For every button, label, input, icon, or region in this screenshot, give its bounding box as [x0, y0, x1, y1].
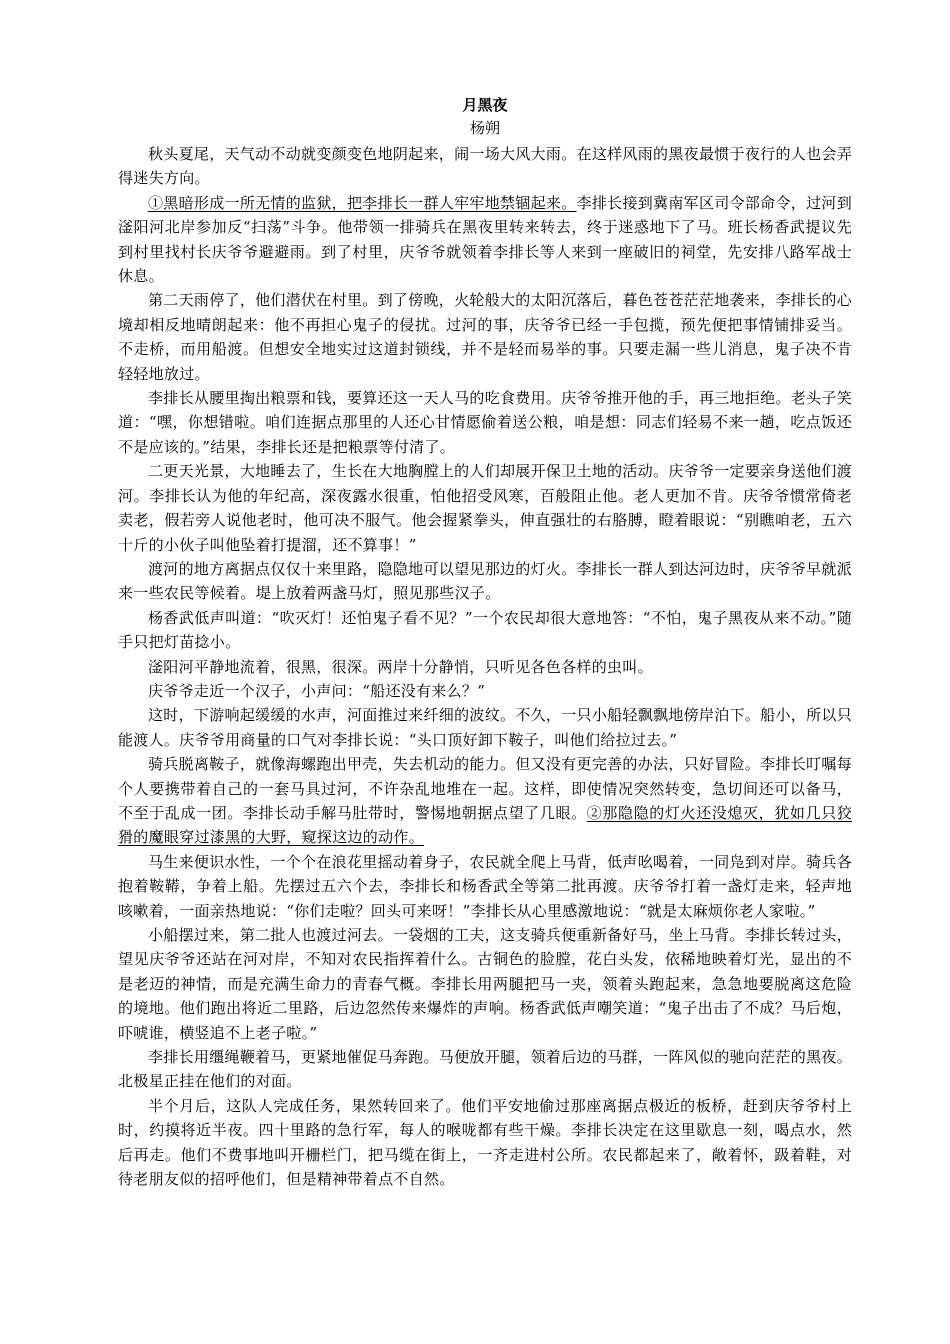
document-page	[118, 94, 852, 1191]
paragraph-15: 半个月后，这队人完成任务，果然转回来了。他们平安地偷过那座离据点极近的板桥，赶到庆爷爷村上时，约摸将近半夜。四十里路的急行军，每人的喉咙都有些干燥。李排长决定在这里歇息一刻，喝点水，然后再走。他们不费事地叫开栅栏门，把马缆在街上，一齐走进村公所。农民都起来了，敞着怀，趿着鞋，对待老朋友似的招呼他们，但是精神带着点不自然。	[118, 1096, 852, 1189]
paragraph-5: 二更天光景，大地睡去了，生长在大地胸膛上的人们却展开保卫土地的活动。庆爷爷一定要亲身送他们渡河。李排长认为他的年纪高，深夜露水很重，怕他招受风寒，百般阻止他。老人更加不肯。庆爷爷惯常倚老卖老，假若旁人说他老时，他可决不服气。他会握紧拳头，伸直强壮的右胳膊，瞪着眼说：“别瞧咱老，五六十斤的小伙子叫他坠着打提溜，还不算事！”	[118, 462, 852, 554]
paragraph-6: 渡河的地方离据点仅仅十来里路，隐隐地可以望见那边的灯火。李排长一群人到达河边时，庆爷爷早就派来一些农民等候着。堤上放着两盏马灯，照见那些汉子。	[118, 559, 852, 603]
paragraph-7: 杨香武低声叫道：“吹灭灯！还怕鬼子看不见？”一个农民却很大意地答：“不怕，鬼子黑夜从来不动。”随手只把灯苗捻小。	[118, 608, 852, 652]
paragraph-9: 庆爷爷走近一个汉子，小声问：“船还没有来么？”	[148, 681, 486, 700]
paragraph-12: 马生来便识水性，一个个在浪花里摇动着身子，农民就全爬上马背，低声吆喝着，一同凫到对岸。骑兵各抱着鞍鞯，争着上船。先摆过五六个去，李排长和杨香武全等第二批再渡。庆爷爷打着一盏灯走来，轻声地咳嗽着，一面亲热地说：“你们走啦？回头可来呀！”李排长从心里感激地说：“就是太麻烦你老人家啦。”	[118, 852, 852, 920]
marked-sentence-2: ②那隐隐的灯火还没熄灭，犹如几只狡猾的魔眼穿过漆黑的大野，窥探这边的动作。	[118, 803, 852, 847]
paragraph-11-body: 骑兵脱离鞍子，就像海螺跑出甲壳，失去机动的能力。但又没有更完善的办法，只好冒险。李排长叮嘱每个人要携带着自己的一套马具过河，不许杂乱地堆在一起。这样，即使情况突然转变，急切间还可以备马，不至于乱成一团。李排长动手解马肚带时，警惕地朝据点望了几眼。	[118, 755, 852, 822]
paragraph-1: 秋头夏尾，天气动不动就变颜变色地阴起来，闹一场大风大雨。在这样风雨的黑夜最惯于夜行的人也会弄得迷失方向。	[118, 145, 852, 188]
paragraph-4: 李排长从腰里掏出粮票和钱，要算还这一天人马的吃食费用。庆爷爷推开他的手，再三地拒绝。老头子笑道：“嘿，你想错啦。咱们连据点那里的人还心甘情愿偷着送公粮，咱是想：同志们轻易不来一趟，吃点饭还不是应该的。”结果，李排长还是把粮票等付清了。	[118, 389, 852, 456]
paragraph-3: 第二天雨停了，他们潜伏在村里。到了傍晚，火轮般大的太阳沉落后，暮色苍苍茫茫地袭来，李排长的心境却相反地晴朗起来：他不再担心鬼子的侵扰。过河的事，庆爷爷已经一手包揽，预先便把事情铺排妥当。不走桥，而用船渡。但想安全地实过这道封锁线，并不是轻而易举的事。只要走漏一些儿消息，鬼子决不肯轻轻地放过。	[118, 291, 852, 383]
paragraph-2	[118, 191, 852, 289]
paragraph-2-body: 李排长接到冀南军区司令部命令，过河到滏阳河北岸参加反“扫荡”斗争。他带领一排骑兵在黑夜里转来转去，终于迷惑地下了马。班长杨香武提议先到村里找村长庆爷爷避避雨。到了村里，庆爷爷就领着李排长等人来到一座破旧的祠堂，先安排八路军战士休息。	[118, 193, 853, 286]
marked-sentence-1: ①黑暗形成一所无情的监狱，把李排长一群人牢牢地禁锢起来。	[148, 193, 577, 212]
article-title: 月黑夜	[462, 96, 508, 114]
paragraph-11	[118, 752, 852, 850]
paragraph-8: 滏阳河平静地流着，很黑，很深。两岸十分静悄，只听见各色各样的虫叫。	[148, 657, 653, 676]
paragraph-10: 这时，下游响起缓缓的水声，河面推过来纤细的波纹。不久，一只小船轻飘飘地傍岸泊下。船小，所以只能渡人。庆爷爷用商量的口气对李排长说：“头口顶好卸下鞍子，叫他们给拉过去。”	[118, 706, 852, 749]
paragraph-14: 李排长用缰绳鞭着马，更紧地催促马奔跑。马便放开腿，领着后边的马群，一阵风似的驰向茫茫的黑夜。北极星正挂在他们的对面。	[118, 1048, 852, 1091]
paragraph-13: 小船摆过来，第二批人也渡过河去。一袋烟的工夫，这支骑兵便重新备好马，坐上马背。李排长转过头，望见庆爷爷还站在河对岸，不知对农民指挥着什么。古铜色的脸膛，花白头发，依稀地映着灯光，显出的不是老迈的神情，而是充满生命力的青春气概。李排长用两腿把马一夹，领着头跑起来，急急地要脱离这危险的境地。他们跑出将近二里路，后边忽然传来爆炸的声响。杨香武低声嘲笑道：“鬼子出击了不成？马后炮，吓唬谁，横竖追不上老子啦。”	[118, 926, 852, 1042]
article-author: 杨朔	[469, 119, 500, 137]
